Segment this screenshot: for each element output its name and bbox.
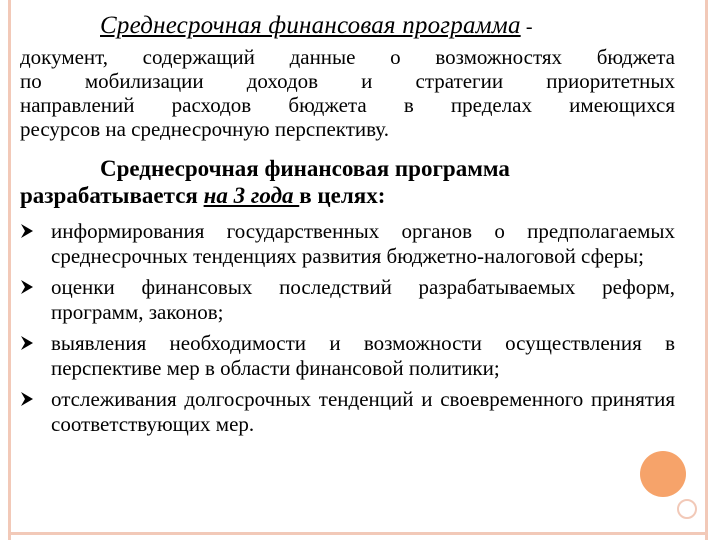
goal-text: информирования государственных органов о предполагаемых среднесрочных тенденциях развития бюджетно-налоговой сферы; [51,219,675,268]
purpose-heading [20,155,675,209]
decorative-border-left [8,0,11,540]
list-item [20,331,675,381]
arrow-bullet-icon [20,391,34,407]
purpose-prefix: разрабатывается [20,183,204,208]
decorative-border-bottom [8,532,708,535]
decorative-circle [640,451,686,497]
list-item [20,387,675,437]
definition-text [20,45,675,141]
goal-text: оценки финансовых последствий разрабатываемых реформ, программ, законов; [51,275,675,324]
purpose-period: на 3 года [203,183,300,208]
list-item [20,219,675,269]
definition-line: по мобилизации доходов и стратегии приоритетных [20,69,675,93]
definition-title-line [20,14,675,39]
goal-text: отслеживания долгосрочных тенденций и своевременного принятия соответствующих мер. [51,387,675,436]
definition-title: Среднесрочная финансовая программа [100,12,521,39]
arrow-bullet-icon [20,279,34,295]
decorative-small-circle [677,499,697,519]
definition-line: направлений расходов бюджета в пределах имеющихся [20,93,675,117]
definition-line: ресурсов на среднесрочную перспективу. [20,117,389,141]
list-item [20,275,675,325]
purpose-line1: Среднесрочная финансовая программа [100,156,510,181]
purpose-suffix: в целях: [299,183,386,208]
goals-list [20,219,675,437]
goal-text: выявления необходимости и возможности осуществления в перспективе мер в области финансовой политики; [51,331,675,380]
definition-line: документ, содержащий данные о возможностях бюджета [20,45,675,69]
arrow-bullet-icon [20,335,34,351]
definition-dash: - [525,16,533,38]
decorative-border-right [705,0,708,540]
slide-content [20,14,675,443]
arrow-bullet-icon [20,223,34,239]
